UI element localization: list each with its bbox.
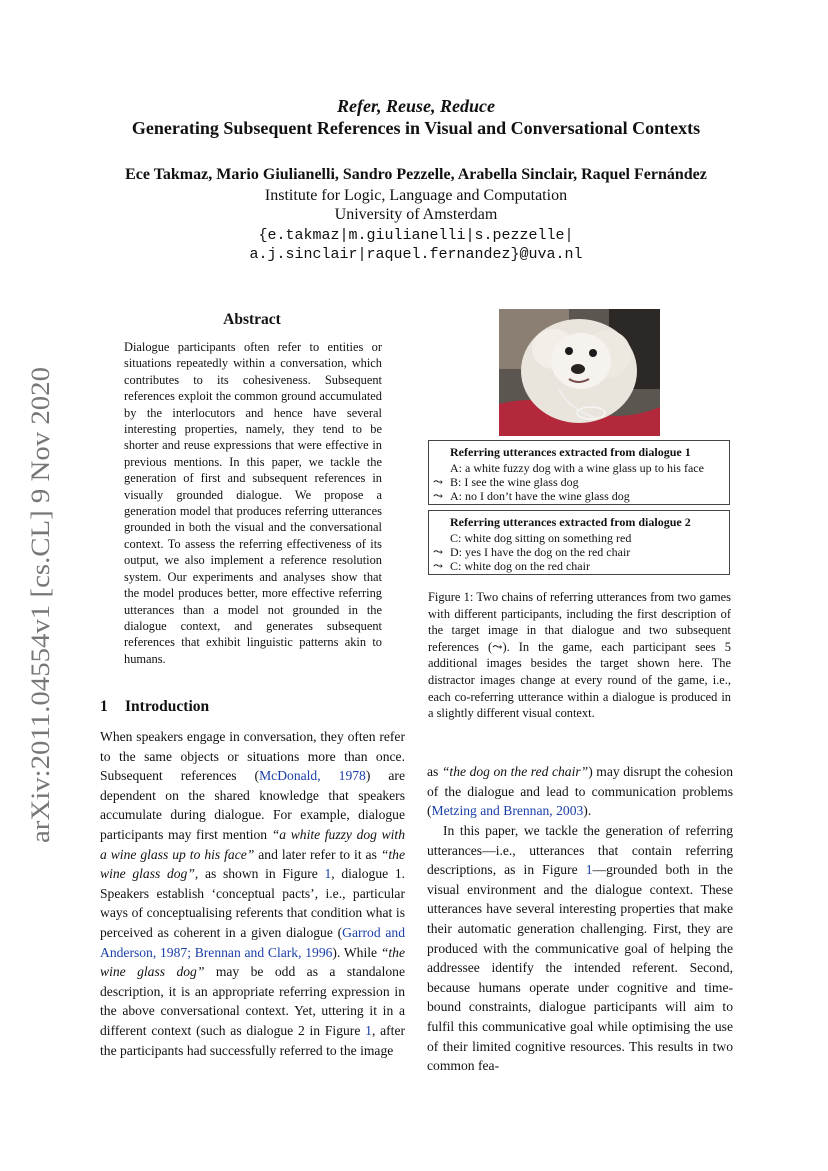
text-run: ) may disrupt the cohesion of the dialogue and lead to communication problems ( [427,764,734,819]
citation-link[interactable]: Metzing and Brennan, 2003 [431,803,584,819]
citation-link[interactable]: Garrod and Anderson, 1987; Brennan and Clark, 1996 [100,924,405,960]
utterance [433,559,590,574]
figure-ref-link[interactable]: 1 [365,1022,372,1038]
affiliation-institute: Institute for Logic, Language and Computation [264,187,568,204]
email-line-1: {e.takmaz|m.giulianelli|s.pezzelle| [258,227,574,244]
abstract-text: Dialogue participants often refer to entities or situations repeatedly within a conversation, which contributes to its cohesiveness. Subsequent references exploit the common ground accumulated by the interlocutors and hence have several interesting properties, namely, they tend to be shorter and reuse expressions that were effective in previous mentions. In this paper, we tackle the generation of first and subsequent references in visually grounded dialogue. We propose a generation model that produces referring utterances grounded in both the visual and the conversational context. To assess the referring effectiveness of its output, we also implement a reference resolution system. Our experiments and analyses show that the model produces better, more effective referring utterances than a model not grounded in the dialogue context, and generates subsequent references that exhibit linguistic patterns akin to humans. [124,340,382,666]
paper-title-main: Refer, Reuse, Reduce [337,96,495,116]
utterance-text: A: a white fuzzy dog with a wine glass up to his face [450,461,704,475]
subsequent-reference-arrow-icon: ⤳ [433,559,444,573]
quoted-expression: “the wine glass dog” [100,846,405,882]
text-run: ) are dependent on the shared knowledge that speakers accumulate during dialogue. For example, dialogue participants may first mention [100,768,405,842]
section-title: Introduction [125,698,210,715]
arxiv-stamp [18,365,58,845]
introduction-paragraph-1-continued [427,762,733,821]
subsequent-reference-arrow-icon: ⤳ [433,475,444,489]
quoted-expression: “the wine glass dog” [100,944,405,980]
abstract-heading: Abstract [223,311,281,328]
subsequent-reference-arrow-icon: ⤳ [433,489,444,503]
text-run: , as shown in Figure [194,866,325,882]
text-run: as [427,764,442,779]
utterance-text: C: white dog on the red chair [450,559,590,573]
white-fuzzy-dog-photo [499,309,660,436]
utterance [433,475,579,490]
text-run: When speakers engage in conversation, they often refer to the same objects or situations more than once. Subsequent references ( [100,729,405,784]
utterance [433,531,631,546]
utterance [433,545,630,560]
dialogue-1-title: Referring utterances extracted from dialogue 1 [450,445,691,459]
arxiv-id: arXiv:2011.04554v1 [cs.CL] 9 Nov 2020 [26,413,55,843]
text-run: , dialogue 1. Speakers establish ‘conceptual pacts’, i.e., particular ways of conceptualising referents that condition what is perceived as coherent in a given dialogue ( [100,866,406,940]
utterance-text: C: white dog sitting on something red [450,531,632,545]
dialogue-2-title: Referring utterances extracted from dialogue 2 [450,515,691,529]
text-run: may be odd as a standalone description, it is an appropriate referring expression in the above conversational context. Yet, uttering it in a different context (such as dialogue 2 in Figure [100,964,405,1038]
introduction-paragraph-1 [100,727,405,1060]
text-run: ). [583,803,592,819]
figure-1-caption: Figure 1: Two chains of referring utterances from two games with different participants, including the first description of the target image in that dialogue and two subsequent references (⤳). In the game, each participant sees 5 additional images besides the target shown here. The distractor images change at every round of the game, i.e., each co-referring utterance within a dialogue is produced in a slightly different visual context. [428,590,731,721]
dialogue-2-box [428,510,730,575]
utterance-text: D: yes I have the dog on the red chair [450,545,631,559]
text-run: and later refer to it as [254,846,381,862]
utterance-text: A: no I don’t have the wine glass dog [450,489,630,503]
utterance-text: B: I see the wine glass dog [450,475,579,489]
figure-ref-link[interactable]: 1 [324,866,332,882]
text-run: , after the participants had successfully referred to the image [100,1022,406,1058]
text-run: —grounded both in the visual environment and the dialogue context. These utterances have several interesting properties that make their automatic generation challenging. First, they are produced with the communicative goal of helping the addressee identify the intended referent. Second, because humans operate under cognitive and time-bound constraints, dialogue participants will aim to fulfil this communicative goal while optimising the use of their limited cognitive resources. This results in two common fea- [427,862,733,1074]
text-run: In this paper, we tackle the generation of referring utterances—i.e., utterances that contain referring descriptions, as in Figure [427,823,733,878]
quoted-expression: “the dog on the red chair” [441,764,589,779]
figure-ref-link[interactable]: 1 [585,862,593,878]
utterance [433,461,704,476]
quoted-expression: “a white fuzzy dog with a wine glass up to his face” [100,826,405,862]
section-number: 1 [100,698,108,715]
utterance [433,489,630,504]
author-list: Ece Takmaz, Mario Giulianelli, Sandro Pezzelle, Arabella Sinclair, Raquel Fernández [125,166,707,183]
paper-title-sub: Generating Subsequent References in Visual and Conversational Contexts [131,118,701,138]
introduction-paragraph-2 [427,821,733,1076]
citation-link[interactable]: McDonald, 1978 [259,768,366,784]
email-line-2: a.j.sinclair|raquel.fernandez}@uva.nl [249,246,583,263]
affiliation-university: University of Amsterdam [334,206,498,223]
text-run: ). While [332,944,381,960]
section-heading-introduction [100,698,209,716]
subsequent-reference-arrow-icon: ⤳ [433,545,444,559]
dialogue-1-box [428,440,730,505]
